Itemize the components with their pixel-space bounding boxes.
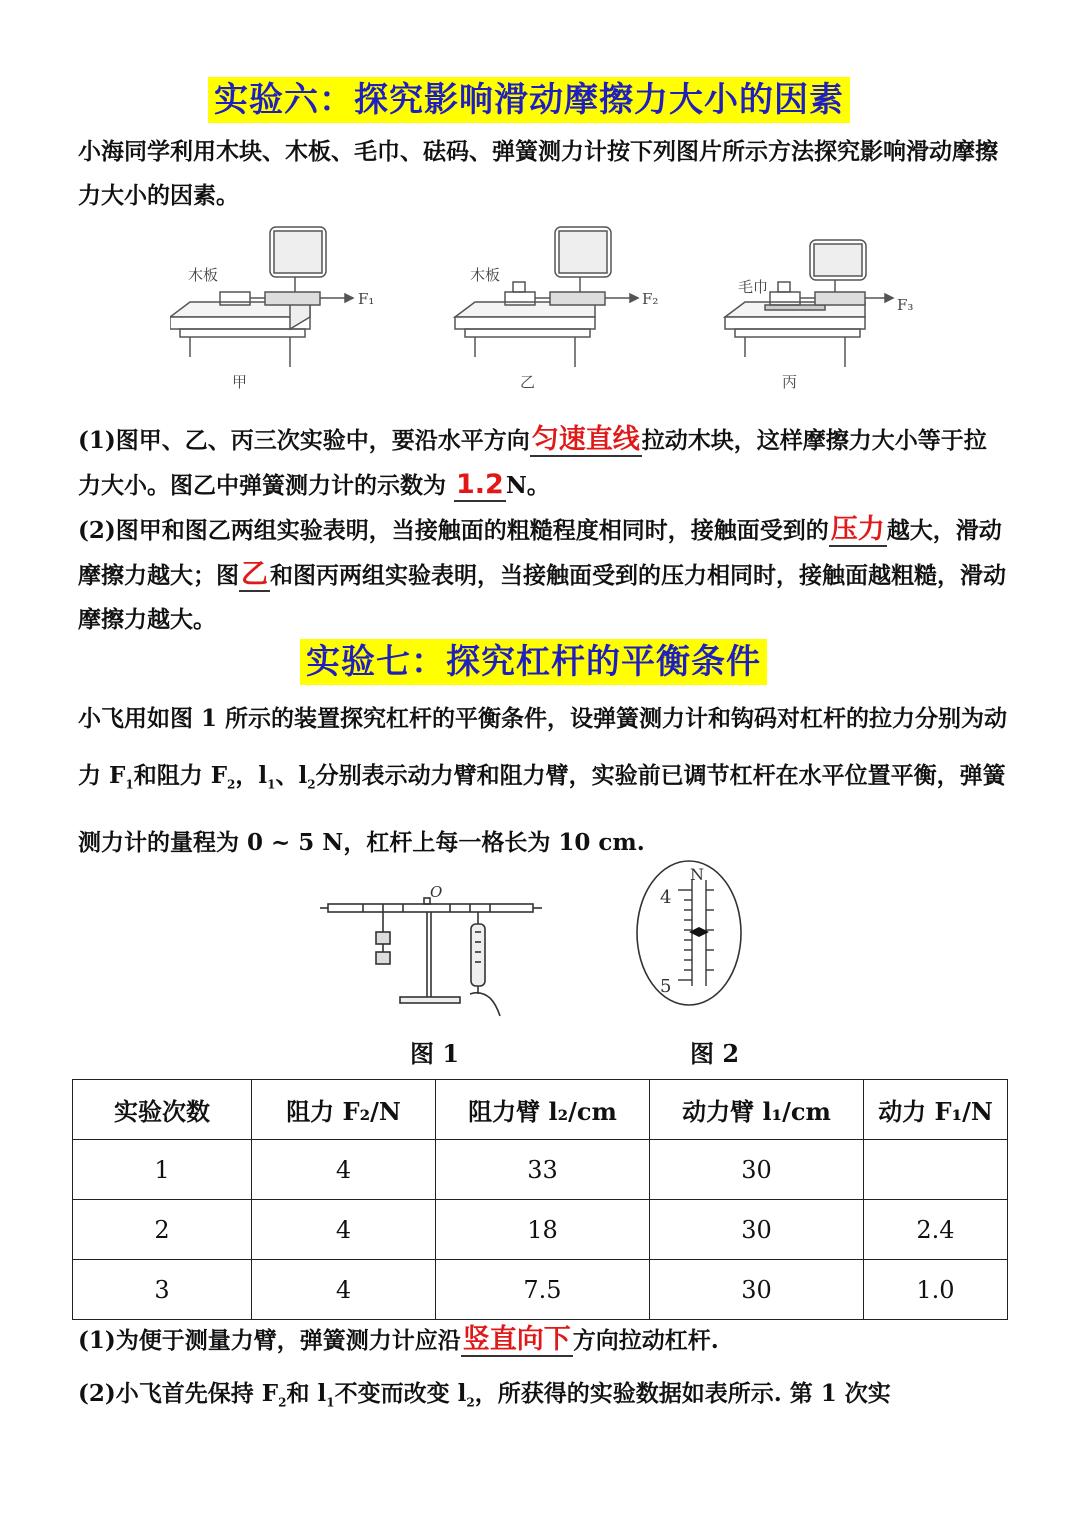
exp7-q1-text-a: (1)为便于测量力臂，弹簧测力计应沿 xyxy=(78,1327,461,1354)
exp6-q2-answer2: 乙 xyxy=(241,559,268,590)
lever-data-table xyxy=(72,1079,1008,1320)
exp6-q2-text-b: 越大，滑动摩擦力越大；图 xyxy=(78,517,1002,589)
cell: 30 xyxy=(650,1260,864,1320)
exp6-intro: 小海同学利用木块、木板、毛巾、砝码、弹簧测力计按下列图片所示方法探究影响滑动摩擦力大小的因素。 xyxy=(78,138,998,209)
exp7-q2-text-b: 和 l xyxy=(286,1380,327,1407)
force-label-f2: F₂ xyxy=(642,290,659,308)
exp7-q2-text-d: ，所获得的实验数据如表所示. 第 1 次实 xyxy=(474,1380,891,1407)
exp6-title: 实验六：探究影响滑动摩擦力大小的因素 xyxy=(208,77,850,123)
exp6-q1-answer2: 1.2 xyxy=(456,469,504,500)
lever-figure xyxy=(318,882,548,1017)
cell: 4 xyxy=(252,1200,436,1260)
force-label-f3: F₃ xyxy=(897,296,914,314)
table-row xyxy=(73,1260,1008,1320)
cell: 1 xyxy=(73,1140,252,1200)
exp7-intro-c: ，l xyxy=(235,762,268,789)
exp7-question1 xyxy=(78,1318,1008,1363)
exp6-question1 xyxy=(78,418,1008,508)
cell: 1.0 xyxy=(864,1260,1008,1320)
figure-label-jia: 甲 xyxy=(232,373,248,391)
cell: 18 xyxy=(436,1200,650,1260)
exp7-intro-e: 分别表示动力臂和阻力臂，实验前已调节杠杆在水平位置平衡，弹簧测力计的量程为 0 ~ 5 N，杠杆上每一格长为 10 cm. xyxy=(78,762,1006,856)
cell: 2.4 xyxy=(864,1200,1008,1260)
sub-2: 2 xyxy=(227,777,236,792)
figure1-caption: 图 1 xyxy=(410,1039,460,1068)
exp7-q1-answer: 竖直向下 xyxy=(462,1324,571,1355)
figure-label-yi: 乙 xyxy=(520,373,536,391)
figure-yi xyxy=(455,227,638,367)
surface-label-yi: 木板 xyxy=(470,266,501,284)
figure-bing xyxy=(725,240,893,367)
cell: 3 xyxy=(73,1260,252,1320)
cell xyxy=(864,1140,1008,1200)
surface-label-jia: 木板 xyxy=(188,266,219,284)
scale-dial-figure xyxy=(634,858,744,1008)
figure2-caption: 图 2 xyxy=(690,1039,740,1068)
dial-tick-4: 4 xyxy=(660,887,672,908)
cell: 30 xyxy=(650,1200,864,1260)
exp6-question2 xyxy=(78,508,1008,642)
col-trial: 实验次数 xyxy=(73,1080,252,1140)
col-effort-arm: 动力臂 l₁/cm xyxy=(650,1080,864,1140)
figure-jia xyxy=(170,227,353,367)
exp7-title: 实验七：探究杠杆的平衡条件 xyxy=(300,639,767,685)
friction-figures xyxy=(170,222,930,392)
figure-label-bing: 丙 xyxy=(782,373,798,391)
exp7-q2-text-a: (2)小飞首先保持 F xyxy=(78,1380,279,1407)
cell: 7.5 xyxy=(436,1260,650,1320)
exp6-q2-answer1: 压力 xyxy=(830,514,885,545)
col-resistance: 阻力 F₂/N xyxy=(252,1080,436,1140)
exp7-question2 xyxy=(78,1372,1008,1425)
sub-1c: 1 xyxy=(326,1395,335,1410)
exp6-q2-text-a: (2)图甲和图乙两组实验表明，当接触面的粗糙程度相同时，接触面受到的 xyxy=(78,517,829,544)
dial-unit: N xyxy=(690,865,704,884)
exp7-intro-b: 和阻力 F xyxy=(133,762,228,789)
exp6-q1-answer1: 匀速直线 xyxy=(531,424,640,455)
exp6-q1-text-c: N。 xyxy=(505,472,550,499)
sub-2c: 2 xyxy=(278,1395,287,1410)
sub-2d: 2 xyxy=(466,1395,475,1410)
dial-tick-5: 5 xyxy=(660,976,672,997)
exp7-intro xyxy=(78,690,1008,871)
pivot-label: O xyxy=(430,883,443,901)
sub-2b: 2 xyxy=(307,777,316,792)
surface-label-bing: 毛巾 xyxy=(738,278,769,296)
exp6-q1-text-b: 拉动木块，这样摩擦力大小等于拉力大小。图乙中弹簧测力计的示数为 xyxy=(78,427,987,499)
exp7-intro-d: 、l xyxy=(275,762,308,789)
table-header-row xyxy=(73,1080,1008,1140)
exp7-q1-text-b: 方向拉动杠杆. xyxy=(572,1327,719,1354)
col-resistance-arm: 阻力臂 l₂/cm xyxy=(436,1080,650,1140)
cell: 30 xyxy=(650,1140,864,1200)
col-effort: 动力 F₁/N xyxy=(864,1080,1008,1140)
sub-1b: 1 xyxy=(267,777,276,792)
force-label-f1: F₁ xyxy=(358,290,375,308)
exp6-q1-text-a: (1)图甲、乙、丙三次实验中，要沿水平方向 xyxy=(78,427,530,454)
exp7-q2-text-c: 不变而改变 l xyxy=(334,1380,467,1407)
sub-1: 1 xyxy=(125,777,134,792)
exp7-intro-a: 小飞用如图 1 所示的装置探究杠杆的平衡条件，设弹簧测力计和钩码对杠杆的拉力分别为动力 F xyxy=(78,705,1008,789)
cell: 4 xyxy=(252,1260,436,1320)
cell: 33 xyxy=(436,1140,650,1200)
exp6-q2-text-c: 和图丙两组实验表明，当接触面受到的压力相同时，接触面越粗糙，滑动摩擦力越大。 xyxy=(78,562,1006,633)
cell: 4 xyxy=(252,1140,436,1200)
cell: 2 xyxy=(73,1200,252,1260)
table-row xyxy=(73,1200,1008,1260)
table-row xyxy=(73,1140,1008,1200)
